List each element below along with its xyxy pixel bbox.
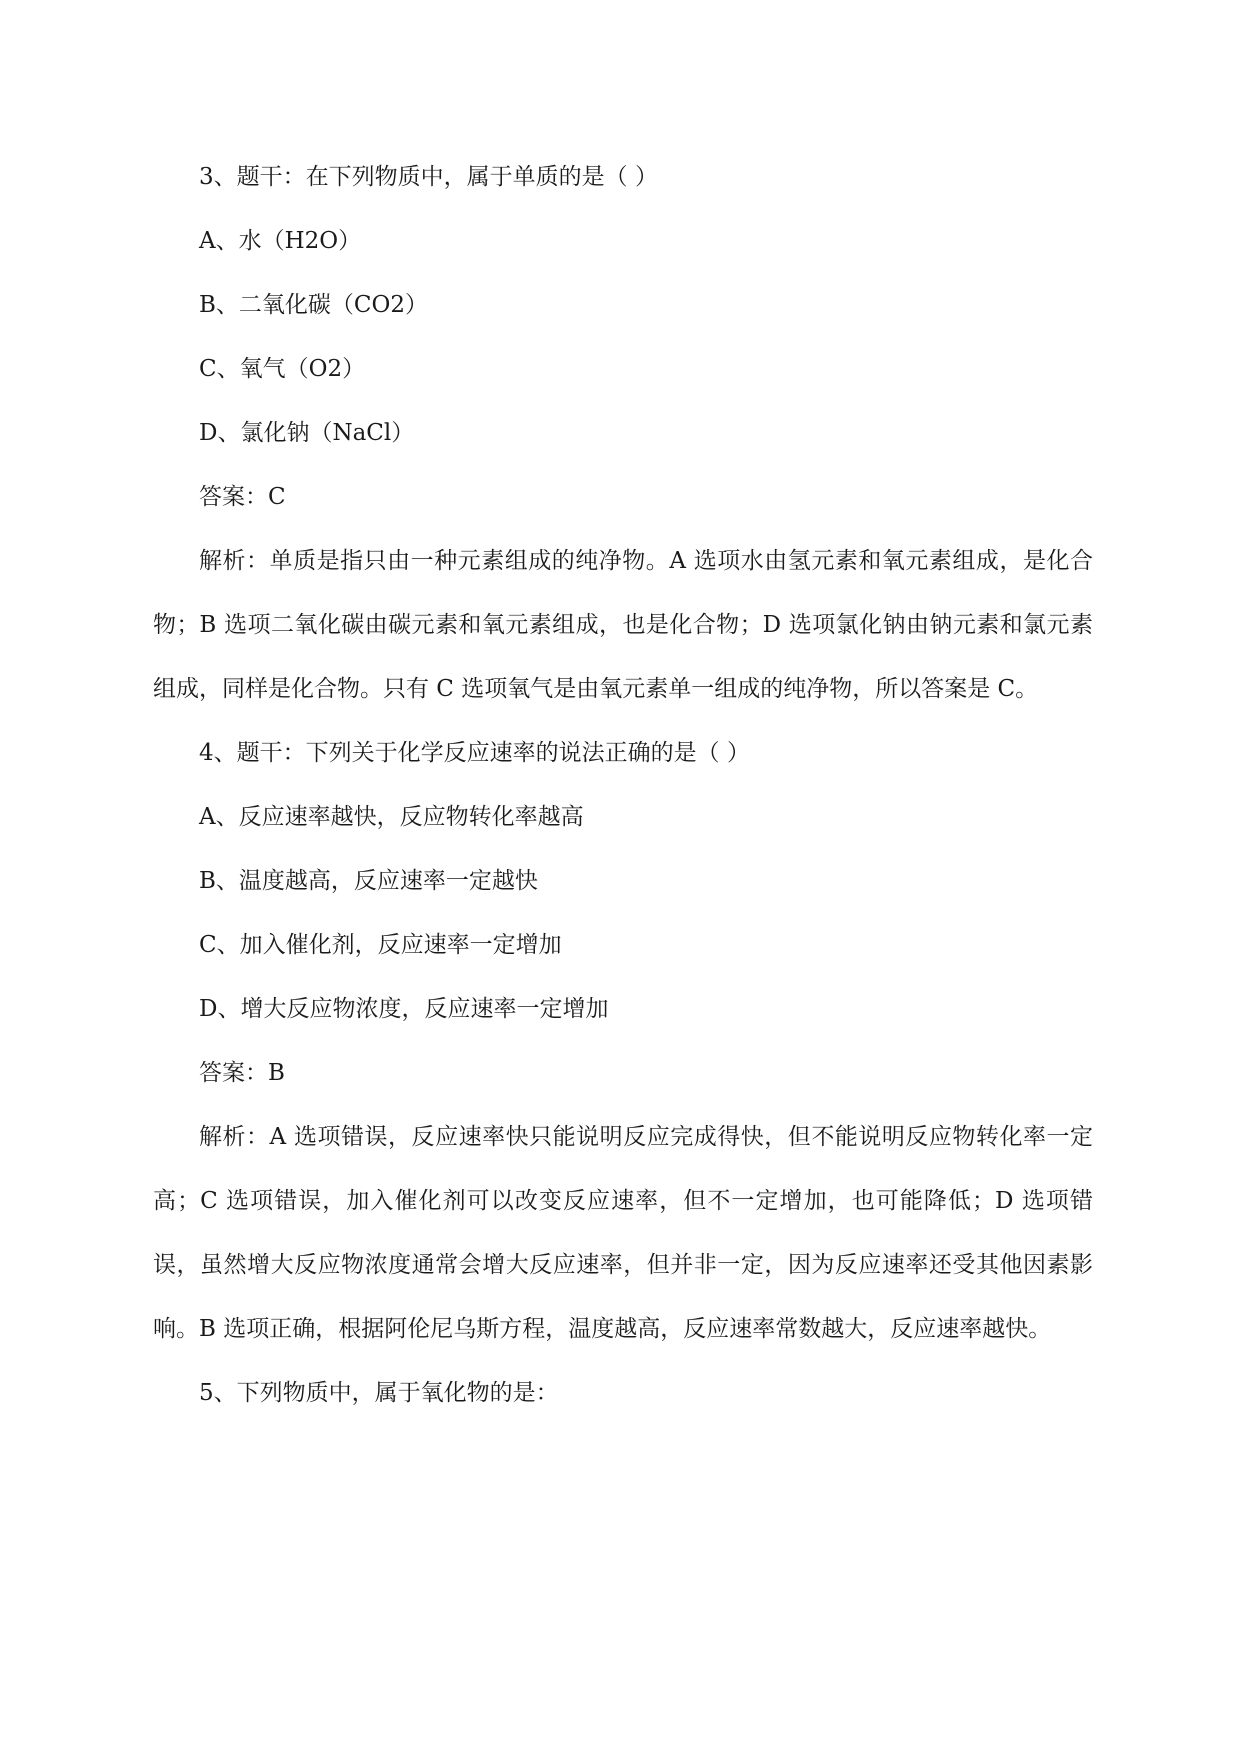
option-b: B、二氧化碳（CO2）	[199, 292, 428, 318]
analysis: 解析：单质是指只由一种元素组成的纯净物。A 选项水由氢元素和氧元素组成，是化合物；B 选项二氧化碳由碳元素和氧元素组成，也是化合物；D 选项氯化钠由钠元素和氯元素组成，同样是化合物。只有 C 选项氧气是由氧元素单一组成的纯净物，所以答案是 C。	[153, 548, 1093, 702]
option-c: C、氧气（O2）	[199, 356, 366, 382]
option-d: D、增大反应物浓度，反应速率一定增加	[199, 996, 609, 1022]
question-5	[153, 1361, 1093, 1425]
question-stem: 5、下列物质中，属于氧化物的是：	[199, 1380, 559, 1406]
option-b: B、温度越高，反应速率一定越快	[199, 868, 538, 894]
document-page	[153, 145, 1093, 1425]
question-stem: 4、题干：下列关于化学反应速率的说法正确的是（ ）	[199, 740, 750, 766]
option-c: C、加入催化剂，反应速率一定增加	[199, 932, 562, 958]
answer: 答案：C	[199, 484, 286, 510]
question-4	[153, 721, 1093, 1361]
option-d: D、氯化钠（NaCl）	[199, 420, 415, 446]
analysis: 解析：A 选项错误，反应速率快只能说明反应完成得快，但不能说明反应物转化率一定高；C 选项错误，加入催化剂可以改变反应速率，但不一定增加，也可能降低；D 选项错误，虽然增大反应物浓度通常会增大反应速率，但并非一定，因为反应速率还受其他因素影响。B 选项正确，根据阿伦尼乌斯方程，温度越高，反应速率常数越大，反应速率越快。	[153, 1124, 1093, 1342]
question-stem: 3、题干：在下列物质中，属于单质的是（ ）	[199, 164, 658, 190]
option-a: A、反应速率越快，反应物转化率越高	[199, 804, 584, 830]
option-a: A、水（H2O）	[199, 228, 362, 254]
answer: 答案：B	[199, 1060, 285, 1086]
question-3	[153, 145, 1093, 721]
